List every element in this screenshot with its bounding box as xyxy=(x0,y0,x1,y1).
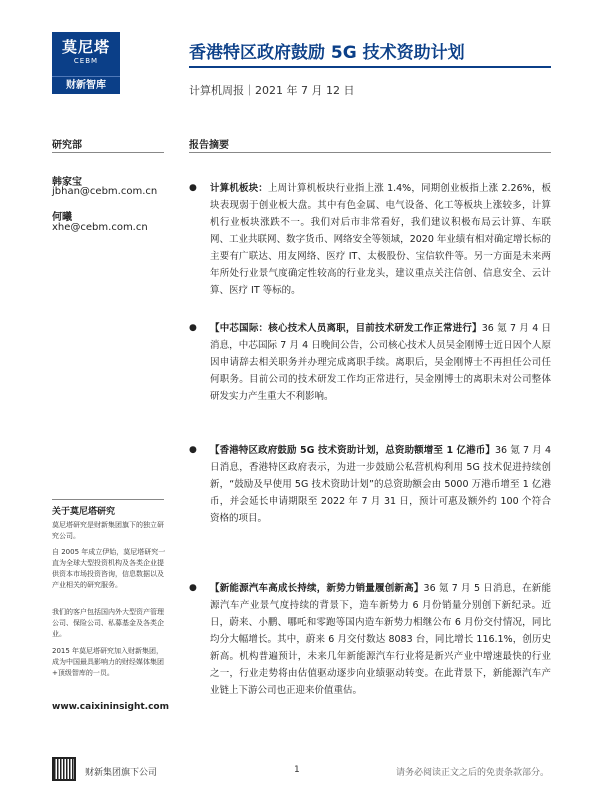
analyst-email[interactable]: jbhan@cebm.com.cn xyxy=(52,186,158,197)
paragraph-head: 【中芯国际：核心技术人员离职，目前技术研发工作正常进行】 xyxy=(210,323,482,334)
about-divider xyxy=(52,499,164,500)
paragraph-head: 【香港特区政府鼓励 5G 技术资助计划，总资助额增至 1 亿港币】 xyxy=(210,445,495,456)
news-paragraph xyxy=(189,580,551,699)
main-divider xyxy=(189,152,551,153)
paragraph-body: 36 氪 7 月 5 日消息，在新能源汽车产业景气度持续的背景下，造车新势力 6 月份销量分别创下新纪录。近日，蔚来、小鹏、哪吒和零跑等国内造车新势力相继公布 6 月份交付情况，同比均分大幅增长。其中，蔚来 6 月交付数达 8083 台，同比增长 116.1%，创历史新高。机构普遍预计，未来几年新能源汽车行业将是新兴产业中增速最快的行业之一，行业走势将由估值驱动逐步向业绩驱动转变。在此背景下，新能源汽车产业链上下游公司也正迎来价值重估。 xyxy=(210,583,551,696)
news-paragraph xyxy=(189,320,551,405)
bullet-icon: ● xyxy=(189,445,197,455)
paragraph-body: 36 氪 7 月 4 日消息，香港特区政府表示，为进一步鼓励公私营机构利用 5G 技术促进持续创新，“鼓励及早使用 5G 技术资助计划”的总资助额会由 5000 万港币增至 1 亿港币，并会延长申请期限至 2022 年 7 月 31 日，预计可惠及额外约 100 个符合资格的项目。 xyxy=(210,445,552,524)
title-divider xyxy=(189,66,551,68)
page-number: 1 xyxy=(294,765,300,775)
analyst-email[interactable]: xhe@cebm.com.cn xyxy=(52,222,148,233)
about-paragraph: 2015 年莫尼塔研究加入财新集团，成为中国最具影响力的财经媒体集团+顶级智库的一员。 xyxy=(52,647,164,677)
about-paragraph: 我们的客户包括国内外大型资产管理公司、保险公司、私募基金及各类企业。 xyxy=(52,608,164,638)
footer-disclaimer: 请务必阅读正文之后的免责条款部分。 xyxy=(396,768,550,778)
bullet-icon: ● xyxy=(189,183,197,193)
research-dept-heading: 研究部 xyxy=(52,140,82,151)
analyst-name: 何曦 xyxy=(52,212,72,223)
bullet-icon: ● xyxy=(189,583,197,593)
paragraph-text xyxy=(189,320,551,405)
footer-company: 财新集团旗下公司 xyxy=(85,768,158,778)
about-paragraph: 自 2005 年成立伊始，莫尼塔研究一直为全球大型投资机构及各类企业提供资本市场投资咨询，信息数据以及产业相关的研究服务。 xyxy=(52,548,166,589)
paragraph-body: 36 氪 7 月 4 日消息，中芯国际 7 月 4 日晚间公告，公司核心技术人员吴金刚博士近日因个人原因申请辞去相关职务并办理完成离职手续。离职后，吴金刚博士不再担任公司任何职务。目前公司的技术研发工作均正常进行，吴金刚博士的离职未对公司整体研发实力产生重大不利影响。 xyxy=(210,323,551,402)
logo-name-cn: 莫尼塔 xyxy=(61,38,110,56)
paragraph-text xyxy=(189,580,551,699)
summary-paragraph xyxy=(189,180,551,299)
report-summary-heading: 报告摘要 xyxy=(189,140,229,151)
logo-name-en: CEBM xyxy=(73,57,99,65)
qr-code-icon xyxy=(52,757,76,781)
bullet-icon: ● xyxy=(189,323,197,333)
paragraph-text xyxy=(189,442,551,527)
website-link[interactable]: www.caixininsight.com xyxy=(52,702,169,712)
news-paragraph xyxy=(189,442,551,527)
about-paragraph: 莫尼塔研究是财新集团旗下的独立研究公司。 xyxy=(52,521,164,540)
paragraph-body: 上周计算机板块行业指上涨 1.4%，同期创业板指上涨 2.26%，板块表现弱于创业板大盘。其中有色金属、电气设备、化工等板块上涨较多，计算机行业板块涨跌不一。我们对后市非常看好，我们建议积极布局云计算、车联网、工业共联网、数字货币、网络安全等领域，2020 年业绩有相对确定增长标的主要有广联达、用友网络、医疗 IT、太极股份、宝信软件等。另一方面是未来两年所处行业景气度确定性较高的行业龙头，建议重点关注信创、信息安全、云计算、医疗 IT 等标的。 xyxy=(210,183,551,296)
page-title: 香港特区政府鼓励 5G 技术资助计划 xyxy=(189,43,465,63)
report-subtitle: 计算机周报｜2021 年 7 月 12 日 xyxy=(189,84,355,97)
paragraph-text xyxy=(189,180,551,299)
logo-subtitle: 财新智库 xyxy=(52,76,120,94)
analyst-name: 韩家宝 xyxy=(52,177,82,188)
cebm-logo xyxy=(52,32,120,94)
about-heading: 关于莫尼塔研究 xyxy=(52,507,116,517)
paragraph-head: 【新能源汽车高成长持续，新势力销量履创新高】 xyxy=(210,583,424,594)
sidebar-divider xyxy=(52,152,164,153)
paragraph-head: 计算机板块： xyxy=(210,183,268,194)
